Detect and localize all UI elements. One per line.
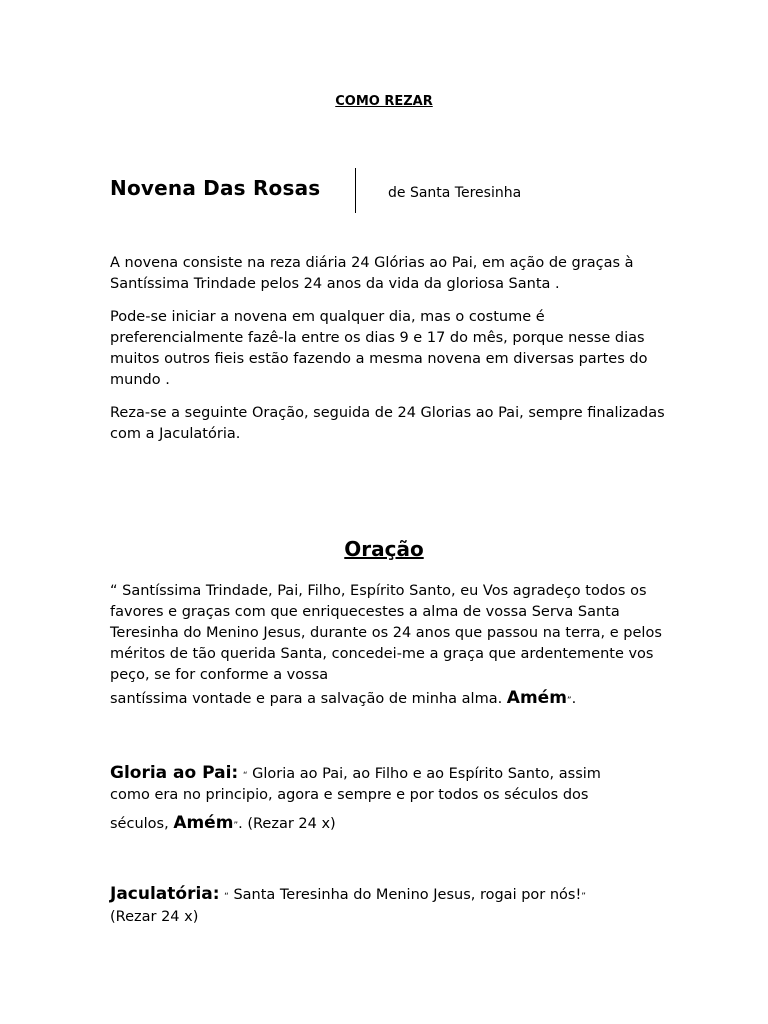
text-cursor xyxy=(355,168,356,213)
gloria-open-quote: “ xyxy=(242,771,248,781)
gloria-closing-quote: ” xyxy=(233,821,239,831)
intro-paragraph-3: Reza-se a seguinte Oração, seguida de 24 Glorias ao Pai, sempre finalizadas com a Jaculatória. xyxy=(110,405,665,442)
gloria-line-3-end: . (Rezar 24 x) xyxy=(238,816,336,832)
gloria-line-3 xyxy=(110,813,336,833)
prayer-closing-end: . xyxy=(571,691,577,707)
prayer-text: “ Santíssima Trindade, Pai, Filho, Espírito Santo, eu Vos agradeço todos os favores e graças com que enriquecestes a alma de vossa Serva Santa Teresinha do Menino Jesus, durante os 24 anos que passou na terra, e pelos méritos de tão querida Santa, concedei-me a graça que ardentemente vos peço, se for conforme a vossa xyxy=(110,583,662,683)
oracao-title: Oração xyxy=(344,537,424,561)
prayer-amen: Amém xyxy=(506,688,567,708)
prayer-last-text: santíssima vontade e para a salvação de minha alma. xyxy=(110,691,503,707)
title-row xyxy=(110,176,522,216)
jaculatoria-line-1 xyxy=(110,884,586,904)
gloria-line-3-start: séculos, xyxy=(110,816,169,832)
jaculatoria-label: Jaculatória: xyxy=(110,884,220,904)
subtitle: de Santa Teresinha xyxy=(388,185,522,201)
gloria-amen: Amém xyxy=(173,813,234,833)
main-title: Novena Das Rosas xyxy=(110,176,321,200)
gloria-line-2: como era no principio, agora e sempre e por todos os séculos dos xyxy=(110,787,589,803)
gloria-label: Gloria ao Pai: xyxy=(110,763,239,783)
jaculatoria-line-2: (Rezar 24 x) xyxy=(110,909,199,925)
prayer-closing-quote: ” xyxy=(566,696,572,706)
gloria-line-1-text: Gloria ao Pai, ao Filho e ao Espírito Santo, assim xyxy=(252,766,601,782)
jaculatoria-text: Santa Teresinha do Menino Jesus, rogai por nós! xyxy=(233,887,582,903)
top-heading: COMO REZAR xyxy=(335,94,433,109)
gloria-line-1 xyxy=(110,763,601,783)
prayer-last-line xyxy=(110,688,576,708)
intro-paragraph-2: Pode-se iniciar a novena em qualquer dia, mas o costume é preferencialmente fazê-la entre os dias 9 e 17 do mês, porque nesse dias muitos outros fieis estão fazendo a mesma novena em diversas partes do mundo . xyxy=(110,309,648,388)
intro-paragraph-1: A novena consiste na reza diária 24 Glórias ao Pai, em ação de graças à Santíssima Trindade pelos 24 anos da vida da gloriosa Santa . xyxy=(110,255,634,292)
jaculatoria-closing-quote: ” xyxy=(581,892,586,902)
jaculatoria-open-quote: “ xyxy=(224,892,229,902)
